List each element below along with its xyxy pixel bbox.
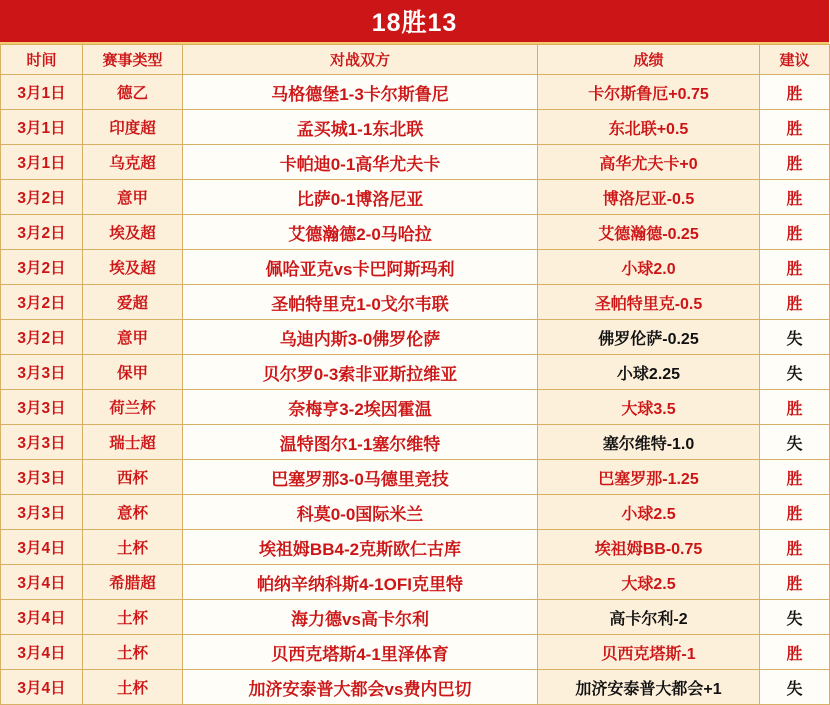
- cell-date: 3月1日: [1, 110, 83, 145]
- cell-advice: 胜: [760, 390, 830, 425]
- cell-match: 贝尔罗0-3索非亚斯拉维亚: [183, 355, 538, 390]
- table-row: [1, 110, 830, 145]
- cell-result: 艾德瀚德-0.25: [538, 215, 760, 250]
- cell-league: 土杯: [83, 670, 183, 705]
- cell-league: 乌克超: [83, 145, 183, 180]
- cell-result: 小球2.0: [538, 250, 760, 285]
- cell-league: 爱超: [83, 285, 183, 320]
- column-header-advice: 建议: [760, 45, 830, 75]
- cell-date: 3月3日: [1, 355, 83, 390]
- table-body: [1, 75, 830, 705]
- cell-advice: 胜: [760, 460, 830, 495]
- cell-advice: 胜: [760, 110, 830, 145]
- table-row: [1, 635, 830, 670]
- cell-advice: 胜: [760, 250, 830, 285]
- cell-result: 贝西克塔斯-1: [538, 635, 760, 670]
- table-row: [1, 75, 830, 110]
- cell-date: 3月4日: [1, 600, 83, 635]
- page-title-bar: [0, 0, 829, 44]
- cell-date: 3月4日: [1, 530, 83, 565]
- cell-advice: 失: [760, 355, 830, 390]
- cell-date: 3月3日: [1, 425, 83, 460]
- cell-advice: 胜: [760, 530, 830, 565]
- column-header-result: 成绩: [538, 45, 760, 75]
- table-row: [1, 530, 830, 565]
- cell-result: 埃祖姆BB-0.75: [538, 530, 760, 565]
- cell-result: 加济安泰普大都会+1: [538, 670, 760, 705]
- cell-result: 高卡尔利-2: [538, 600, 760, 635]
- cell-league: 希腊超: [83, 565, 183, 600]
- cell-league: 意甲: [83, 320, 183, 355]
- cell-result: 圣帕特里克-0.5: [538, 285, 760, 320]
- cell-advice: 胜: [760, 145, 830, 180]
- cell-result: 博洛尼亚-0.5: [538, 180, 760, 215]
- cell-match: 卡帕迪0-1高华尤夫卡: [183, 145, 538, 180]
- table-row: [1, 145, 830, 180]
- cell-date: 3月3日: [1, 495, 83, 530]
- cell-advice: 胜: [760, 215, 830, 250]
- cell-league: 瑞士超: [83, 425, 183, 460]
- cell-date: 3月2日: [1, 285, 83, 320]
- cell-match: 比萨0-1博洛尼亚: [183, 180, 538, 215]
- cell-league: 意甲: [83, 180, 183, 215]
- cell-match: 佩哈亚克vs卡巴阿斯玛利: [183, 250, 538, 285]
- table-row: [1, 565, 830, 600]
- table-header: [1, 45, 830, 75]
- cell-match: 巴塞罗那3-0马德里竞技: [183, 460, 538, 495]
- cell-date: 3月2日: [1, 180, 83, 215]
- cell-date: 3月3日: [1, 390, 83, 425]
- table-row: [1, 460, 830, 495]
- cell-advice: 胜: [760, 75, 830, 110]
- cell-match: 海力德vs高卡尔利: [183, 600, 538, 635]
- table-row: [1, 215, 830, 250]
- page-title: 18胜13: [371, 9, 458, 37]
- cell-advice: 失: [760, 425, 830, 460]
- column-header-match: 对战双方: [183, 45, 538, 75]
- cell-match: 圣帕特里克1-0戈尔韦联: [183, 285, 538, 320]
- cell-result: 佛罗伦萨-0.25: [538, 320, 760, 355]
- cell-date: 3月4日: [1, 565, 83, 600]
- table-row: [1, 180, 830, 215]
- cell-match: 贝西克塔斯4-1里泽体育: [183, 635, 538, 670]
- cell-league: 德乙: [83, 75, 183, 110]
- cell-league: 保甲: [83, 355, 183, 390]
- cell-result: 卡尔斯鲁厄+0.75: [538, 75, 760, 110]
- cell-date: 3月1日: [1, 145, 83, 180]
- cell-league: 土杯: [83, 530, 183, 565]
- table-row: [1, 495, 830, 530]
- cell-league: 印度超: [83, 110, 183, 145]
- cell-match: 马格德堡1-3卡尔斯鲁尼: [183, 75, 538, 110]
- cell-result: 小球2.25: [538, 355, 760, 390]
- cell-match: 乌迪内斯3-0佛罗伦萨: [183, 320, 538, 355]
- table-row: [1, 285, 830, 320]
- cell-match: 埃祖姆BB4-2克斯欧仁古库: [183, 530, 538, 565]
- cell-result: 巴塞罗那-1.25: [538, 460, 760, 495]
- cell-match: 奈梅亨3-2埃因霍温: [183, 390, 538, 425]
- cell-league: 土杯: [83, 635, 183, 670]
- cell-result: 高华尤夫卡+0: [538, 145, 760, 180]
- cell-result: 东北联+0.5: [538, 110, 760, 145]
- cell-date: 3月4日: [1, 635, 83, 670]
- cell-date: 3月4日: [1, 670, 83, 705]
- cell-date: 3月3日: [1, 460, 83, 495]
- cell-advice: 失: [760, 320, 830, 355]
- cell-date: 3月2日: [1, 320, 83, 355]
- cell-date: 3月1日: [1, 75, 83, 110]
- cell-match: 艾德瀚德2-0马哈拉: [183, 215, 538, 250]
- cell-result: 塞尔维特-1.0: [538, 425, 760, 460]
- table-row: [1, 390, 830, 425]
- cell-match: 加济安泰普大都会vs费内巴切: [183, 670, 538, 705]
- cell-match: 温特图尔1-1塞尔维特: [183, 425, 538, 460]
- table-row: [1, 425, 830, 460]
- cell-advice: 胜: [760, 180, 830, 215]
- cell-match: 科莫0-0国际米兰: [183, 495, 538, 530]
- cell-league: 荷兰杯: [83, 390, 183, 425]
- cell-league: 埃及超: [83, 250, 183, 285]
- cell-result: 大球3.5: [538, 390, 760, 425]
- table-row: [1, 320, 830, 355]
- cell-advice: 胜: [760, 285, 830, 320]
- cell-match: 孟买城1-1东北联: [183, 110, 538, 145]
- table-row: [1, 600, 830, 635]
- cell-advice: 胜: [760, 565, 830, 600]
- cell-league: 埃及超: [83, 215, 183, 250]
- column-header-date: 时间: [1, 45, 83, 75]
- table-row: [1, 670, 830, 705]
- table-header-row: [1, 45, 830, 75]
- cell-league: 土杯: [83, 600, 183, 635]
- column-header-league: 赛事类型: [83, 45, 183, 75]
- cell-advice: 胜: [760, 635, 830, 670]
- cell-league: 西杯: [83, 460, 183, 495]
- cell-date: 3月2日: [1, 215, 83, 250]
- table-row: [1, 355, 830, 390]
- cell-advice: 胜: [760, 495, 830, 530]
- table-row: [1, 250, 830, 285]
- cell-date: 3月2日: [1, 250, 83, 285]
- cell-result: 大球2.5: [538, 565, 760, 600]
- cell-league: 意杯: [83, 495, 183, 530]
- cell-result: 小球2.5: [538, 495, 760, 530]
- cell-match: 帕纳辛纳科斯4-1OFI克里特: [183, 565, 538, 600]
- cell-advice: 失: [760, 600, 830, 635]
- results-table: [0, 44, 830, 705]
- cell-advice: 失: [760, 670, 830, 705]
